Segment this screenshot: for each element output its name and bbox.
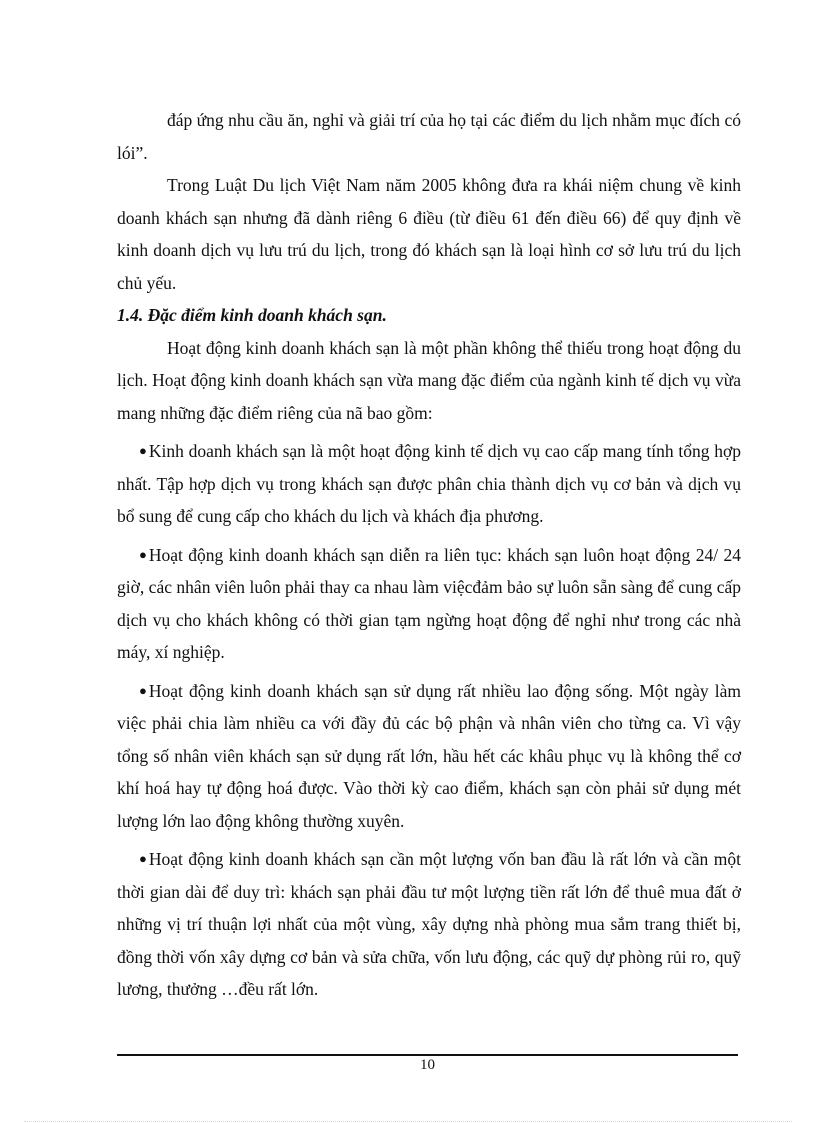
law-paragraph: Trong Luật Du lịch Việt Nam năm 2005 không đưa ra khái niệm chung về kinh doanh khách sạn nhưng đã dành riêng 6 điều (từ điều 61 đến điều 66) để quy định về kinh doanh dịch vụ lưu trú du lịch, trong đó khách sạn là loại hình cơ sở lưu trú du lịch chủ yếu. — [117, 175, 741, 293]
bullet-item-1 — [117, 435, 741, 533]
bullet-text: Hoạt động kinh doanh khách sạn diễn ra liên tục: khách sạn luôn hoạt động 24/ 24 giờ, các nhân viên luôn phải thay ca nhau làm việcđảm bảo sự luôn sẵn sàng để cung cấp dịch vụ cho khách không có thời gian tạm ngừng hoạt động để nghỉ như trong các nhà máy, xí nghiệp. — [117, 544, 741, 662]
bullet-icon: ● — [139, 682, 147, 698]
bullet-item-3 — [117, 675, 741, 838]
page-body — [117, 104, 741, 1006]
page-bottom-edge — [24, 1121, 792, 1122]
bullet-icon: ● — [139, 546, 147, 562]
bullet-text: Kinh doanh khách sạn là một hoạt động kinh tế dịch vụ cao cấp mang tính tổng hợp nhất. Tập hợp dịch vụ trong khách sạn được phân chia thành dịch vụ cơ bản và dịch vụ bổ sung để cung cấp cho khách du lịch và khách địa phương. — [117, 441, 741, 526]
bullet-icon: ● — [139, 443, 147, 458]
section-heading: 1.4. Đặc điểm kinh doanh khách sạn. — [117, 305, 387, 325]
bullet-item-2 — [117, 539, 741, 669]
bullet-icon: ● — [139, 851, 147, 866]
page-number: 10 — [420, 1057, 435, 1073]
bullet-text: Hoạt động kinh doanh khách sạn sử dụng rất nhiều lao động sống. Một ngày làm việc phải chia làm nhiều ca với đầy đủ các bộ phận và nhân viên cho từng ca. Vì vậy tổng số nhân viên khách sạn sử dụng rất lớn, hầu hết các khâu phục vụ là không thể cơ khí hoá hay tự động hoá được. Vào thời kỳ cao điểm, khách sạn còn phải sử dụng mét lượng lớn lao động không thường xuyên. — [117, 680, 741, 831]
section-intro-paragraph: Hoạt động kinh doanh khách sạn là một phần không thể thiếu trong hoạt động du lịch. Hoạt động kinh doanh khách sạn vừa mang đặc điểm của ngành kinh tế dịch vụ vừa mang những đặc điểm riêng của nã bao gồm: — [117, 337, 741, 423]
bullet-item-4 — [117, 843, 741, 1006]
intro-continuation-paragraph: đáp ứng nhu cầu ăn, nghỉ và giải trí của họ tại các điểm du lịch nhằm mục đích có lói”. — [117, 110, 741, 163]
bullet-text: Hoạt động kinh doanh khách sạn cần một lượng vốn ban đầu là rất lớn và cần một thời gian dài để duy trì: khách sạn phải đầu tư một lượng tiền rất lớn để thuê mua đất ở những vị trí thuận lợi nhất của một vùng, xây dựng nhà phòng mua sắm trang thiết bị, đồng thời vốn xây dựng cơ bản và sửa chữa, vốn lưu động, các quỹ dự phòng rủi ro, quỹ lương, thưởng …đều rất lớn. — [117, 849, 741, 999]
